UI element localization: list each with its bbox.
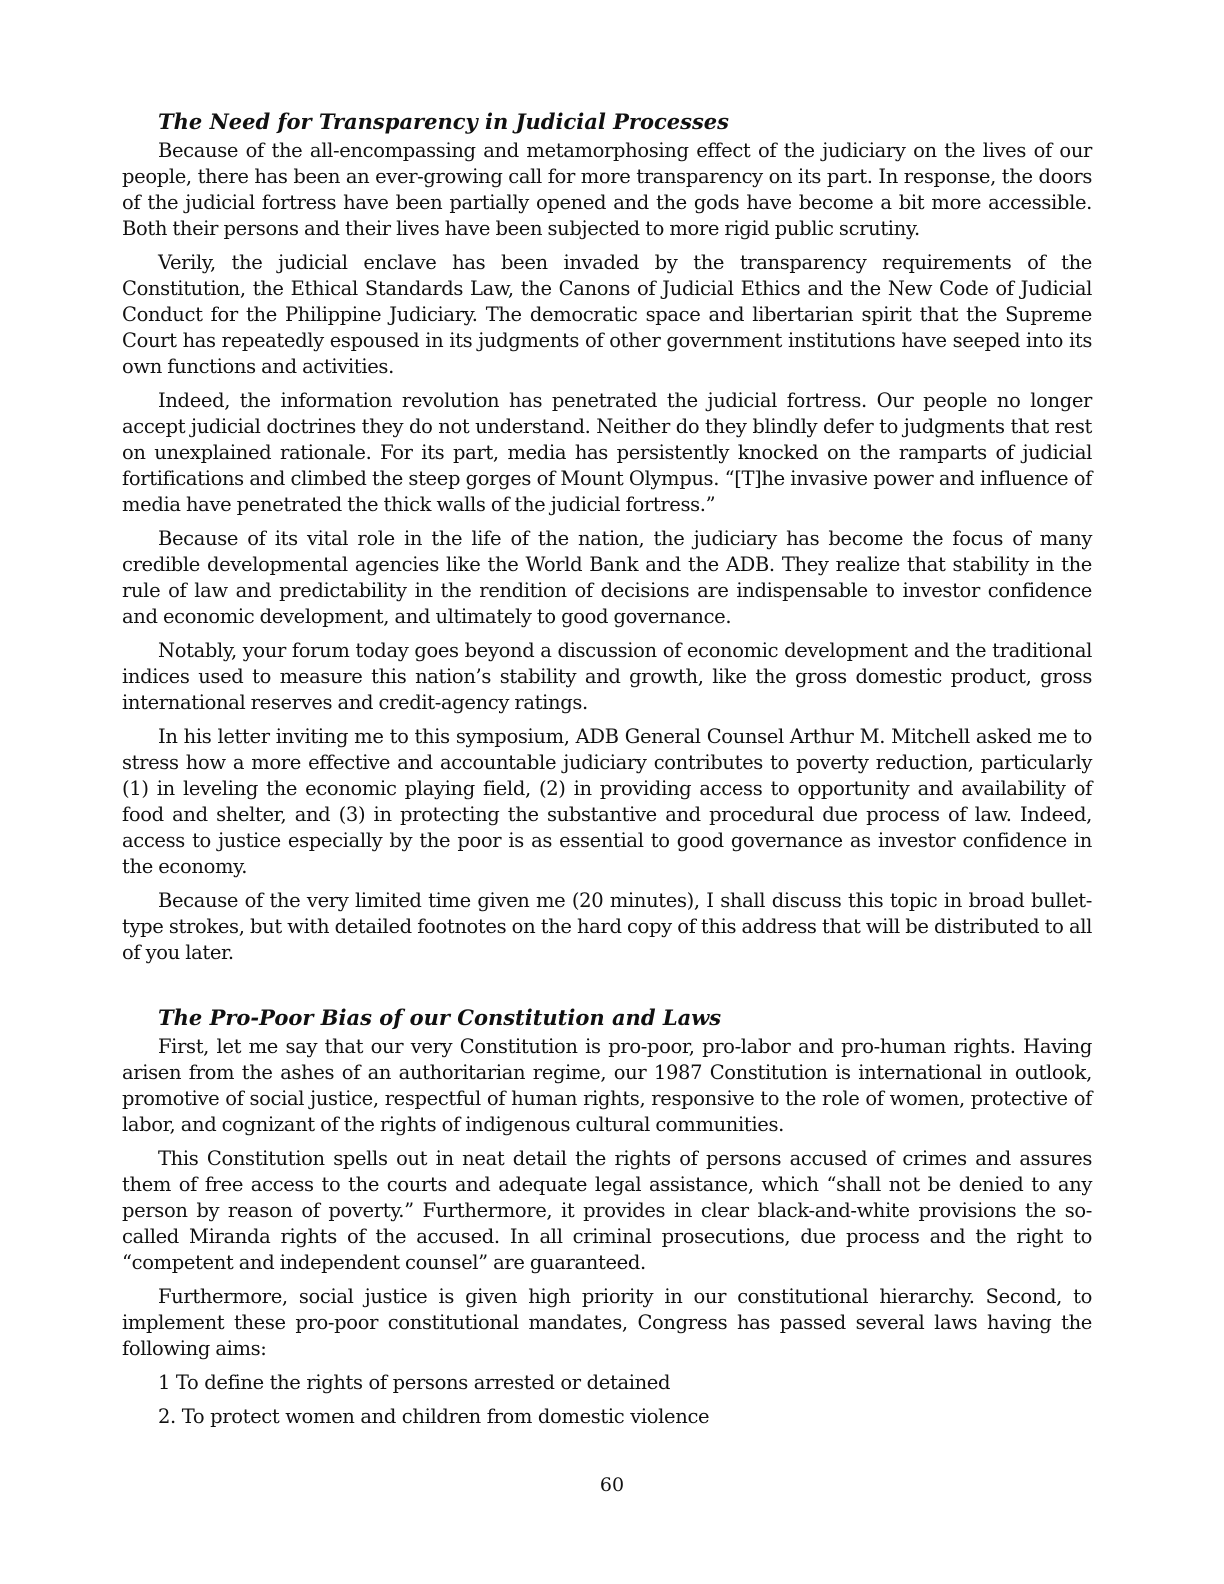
- section-pro-poor-bias: [122, 1002, 1092, 1430]
- paragraph: Furthermore, social justice is given high priority in our constitutional hierarchy. Second, to implement these pro-poor constitutional mandates, Congress has passed several laws having the following aims:: [122, 1285, 1092, 1360]
- paragraph: First, let me say that our very Constitution is pro-poor, pro-labor and pro-human rights. Having arisen from the ashes of an authoritarian regime, our 1987 Constitution is international in outlook, promotive of social justice, respectful of human rights, responsive to the role of women, protective of labor, and cognizant of the rights of indigenous cultural communities.: [122, 1035, 1092, 1136]
- paragraph: Indeed, the information revolution has penetrated the judicial fortress. Our people no longer accept judicial doctrines they do not understand. Neither do they blindly defer to judgments that rest on unexplained rationale. For its part, media has persistently knocked on the ramparts of judicial fortifications and climbed the steep gorges of Mount Olympus. “[T]he invasive power and influence of media have penetrated the thick walls of the judicial fortress.”: [122, 389, 1092, 516]
- page-number: 60: [599, 1474, 625, 1496]
- section-heading: The Need for Transparency in Judicial Processes: [158, 109, 729, 134]
- paragraph: Because of the very limited time given me (20 minutes), I shall discuss this topic in broad bullet-type strokes, but with detailed footnotes on the hard copy of this address that will be distributed to all of you later.: [122, 889, 1092, 964]
- paragraph: In his letter inviting me to this symposium, ADB General Counsel Arthur M. Mitchell asked me to stress how a more effective and accountable judiciary contributes to poverty reduction, particularly (1) in leveling the economic playing field, (2) in providing access to opportunity and availability of food and shelter, and (3) in protecting the substantive and procedural due process of law. Indeed, access to justice especially by the poor is as essential to good governance as investor confidence in the economy.: [122, 725, 1092, 878]
- paragraph: This Constitution spells out in neat detail the rights of persons accused of crimes and assures them of free access to the courts and adequate legal assistance, which “shall not be denied to any person by reason of poverty.” Furthermore, it provides in clear black-and-white provisions the so-called Miranda rights of the accused. In all criminal prosecutions, due process and the right to “competent and independent counsel” are guaranteed.: [122, 1147, 1092, 1274]
- paragraph: Because of its vital role in the life of the nation, the judiciary has become the focus of many credible developmental agencies like the World Bank and the ADB. They realize that stability in the rule of law and predictability in the rendition of decisions are indispensable to investor confidence and economic development, and ultimately to good governance.: [122, 527, 1092, 628]
- document-body: [122, 106, 1092, 1438]
- list-item: 1 To define the rights of persons arrested or detained: [158, 1371, 671, 1394]
- paragraph: Verily, the judicial enclave has been invaded by the transparency requirements of the Constitution, the Ethical Standards Law, the Canons of Judicial Ethics and the New Code of Judicial Conduct for the Philippine Judiciary. The democratic space and libertarian spirit that the Supreme Court has repeatedly espoused in its judgments of other government institutions have seeped into its own functions and activities.: [122, 251, 1092, 378]
- list-item: 2. To protect women and children from domestic violence: [158, 1405, 710, 1428]
- section-transparency: [122, 106, 1092, 966]
- paragraph: Because of the all-encompassing and metamorphosing effect of the judiciary on the lives of our people, there has been an ever-growing call for more transparency on its part. In response, the doors of the judicial fortress have been partially opened and the gods have become a bit more accessible. Both their persons and their lives have been subjected to more rigid public scrutiny.: [122, 139, 1092, 240]
- paragraph: Notably, your forum today goes beyond a discussion of economic development and the traditional indices used to measure this nation’s stability and growth, like the gross domestic product, gross international reserves and credit-agency ratings.: [122, 639, 1092, 714]
- section-heading: The Pro-Poor Bias of our Constitution and Laws: [158, 1005, 722, 1030]
